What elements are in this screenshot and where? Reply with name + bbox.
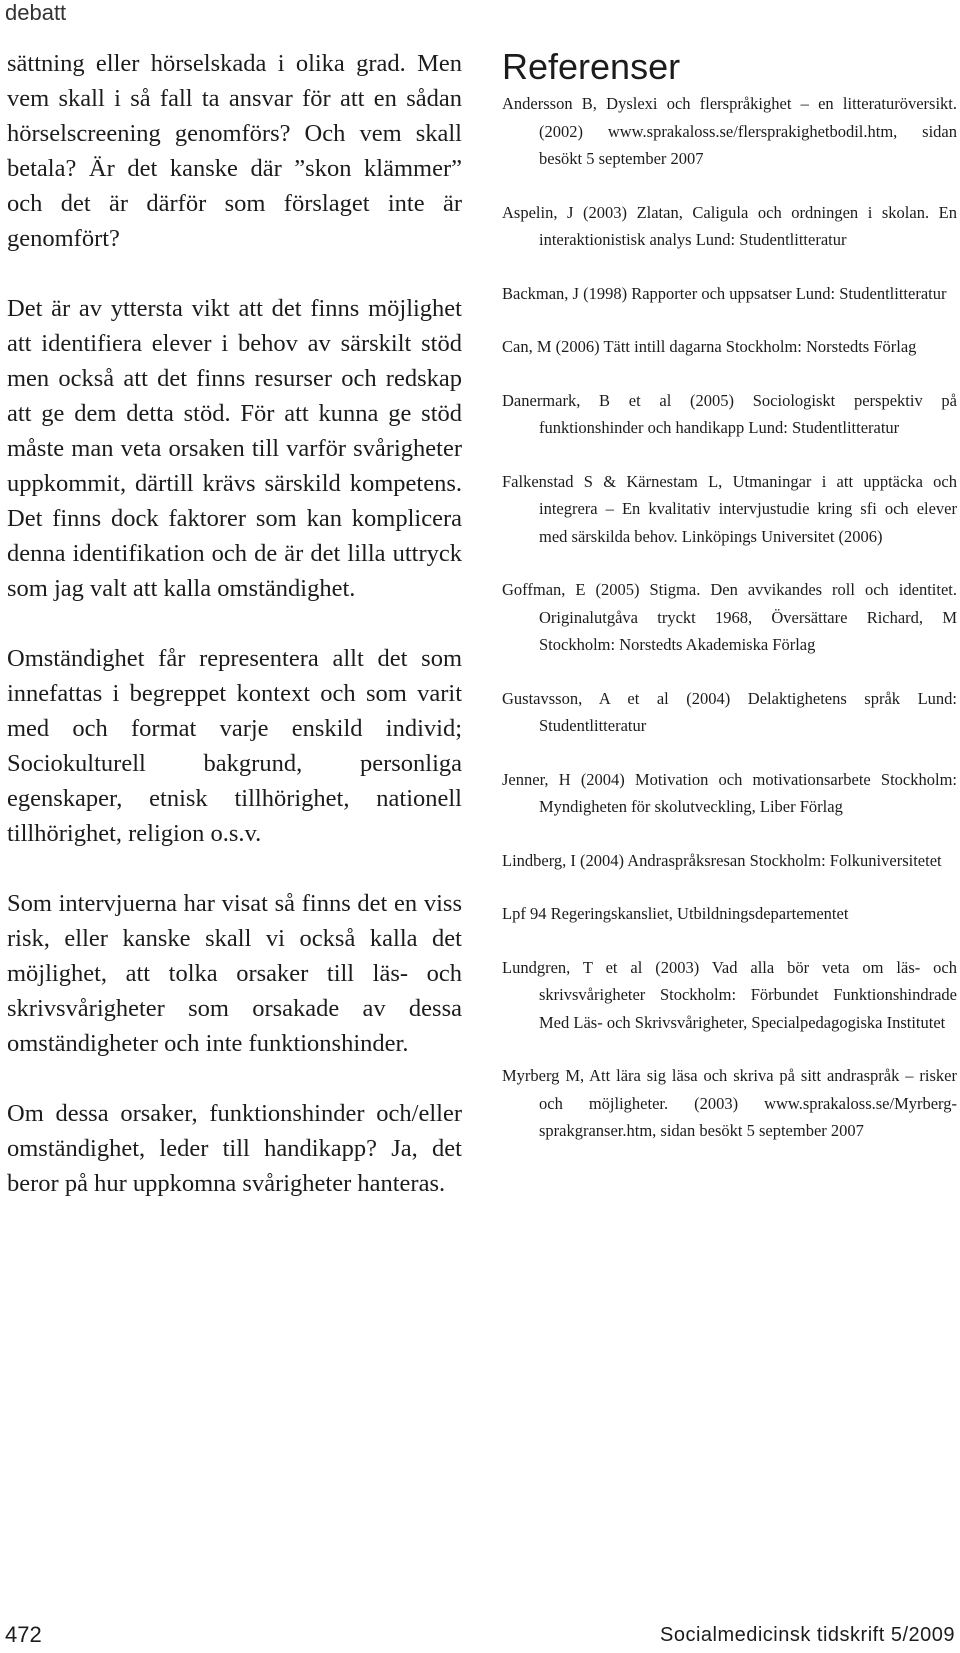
references-heading: Referenser — [502, 46, 681, 87]
article-body — [7, 46, 462, 1236]
reference-item: Lundgren, T et al (2003) Vad alla bör veta om läs- och skrivsvårigheter Stockholm: Förbundet Funktionshindrade Med Läs- och Skrivsvårigheter, Specialpedagogiska Institutet — [502, 957, 957, 1032]
reference-item: Goffman, E (2005) Stigma. Den avvikandes roll och identitet. Originalutgåva tryckt 1968, Översättare Richard, M Stockholm: Norstedts Akademiska Förlag — [502, 580, 957, 654]
body-paragraph: Som intervjuerna har visat så finns det en viss risk, eller kanske skall vi också kalla det möjlighet, att tolka orsaker till läs- och skrivsvårigheter som orsakade av dessa omständigheter och inte funktionshinder. — [7, 890, 462, 1057]
reference-item: Aspelin, J (2003) Zlatan, Caligula och ordningen i skolan. En interaktionistisk analys Lund: Studentlitteratur — [502, 202, 957, 249]
reference-item: Danermark, B et al (2005) Sociologiskt perspektiv på funktionshinder och handikapp Lund: Studentlitteratur — [502, 390, 957, 437]
reference-item: Falkenstad S & Kärnestam L, Utmaningar i att upptäcka och integrera – En kvalitativ intervjustudie kring sfi och elever med särskilda behov. Linköpings Universitet (2006) — [502, 471, 957, 546]
body-paragraph: Omständighet får representera allt det som innefattas i begreppet kontext och som varit med och format varje enskild individ; Sociokulturell bakgrund, personliga egenskaper, etnisk tillhörighet, nationell tillhörighet, religion o.s.v. — [7, 645, 462, 847]
reference-item: Backman, J (1998) Rapporter och uppsatser Lund: Studentlitteratur — [502, 283, 947, 303]
reference-item: Myrberg M, Att lära sig läsa och skriva på sitt andraspråk – risker och möjligheter. (2003) www.sprakaloss.se/Myrberg-sprakgranser.htm, sidan besökt 5 september 2007 — [502, 1066, 957, 1140]
reference-item: Can, M (2006) Tätt intill dagarna Stockholm: Norstedts Förlag — [502, 337, 917, 356]
reference-item: Lindberg, I (2004) Andraspråksresan Stockholm: Folkuniversitetet — [502, 850, 942, 870]
section-label: debatt — [5, 0, 67, 25]
page-number: 472 — [5, 1622, 42, 1647]
reference-item: Jenner, H (2004) Motivation och motivationsarbete Stockholm: Myndigheten för skolutveckling, Liber Förlag — [502, 769, 957, 816]
references-list — [502, 90, 957, 1145]
references-section — [502, 46, 957, 1171]
body-paragraph: sättning eller hörselskada i olika grad. Men vem skall i så fall ta ansvar för att en sådan hörselscreening genomförs? Och vem skall betala? Är det kanske där ”skon klämmer” och det är därför som förslaget inte är genomfört? — [7, 50, 462, 252]
reference-item: Andersson B, Dyslexi och flerspråkighet – en litteraturöversikt. (2002) www.sprakaloss.se/flersprakighetbodil.htm, sidan besökt 5 september 2007 — [502, 94, 957, 168]
journal-name: Socialmedicinsk tidskrift 5/2009 — [659, 1624, 955, 1646]
reference-item: Lpf 94 Regeringskansliet, Utbildningsdepartementet — [502, 904, 849, 923]
body-paragraph: Om dessa orsaker, funktionshinder och/eller omständighet, leder till handikapp? Ja, det beror på hur uppkomna svårigheter hanteras. — [7, 1100, 462, 1197]
reference-item: Gustavsson, A et al (2004) Delaktighetens språk Lund: Studentlitteratur — [502, 688, 957, 735]
body-paragraph: Det är av yttersta vikt att det finns möjlighet att identifiera elever i behov av särskilt stöd men också att det finns resurser och redskap att ge dem detta stöd. För att kunna ge stöd måste man veta orsaken till varför svårigheter uppkommit, därtill krävs särskild kompetens. Det finns dock faktorer som kan komplicera denna identifikation och de är det lilla uttryck som jag valt att kalla omständighet. — [7, 295, 462, 602]
